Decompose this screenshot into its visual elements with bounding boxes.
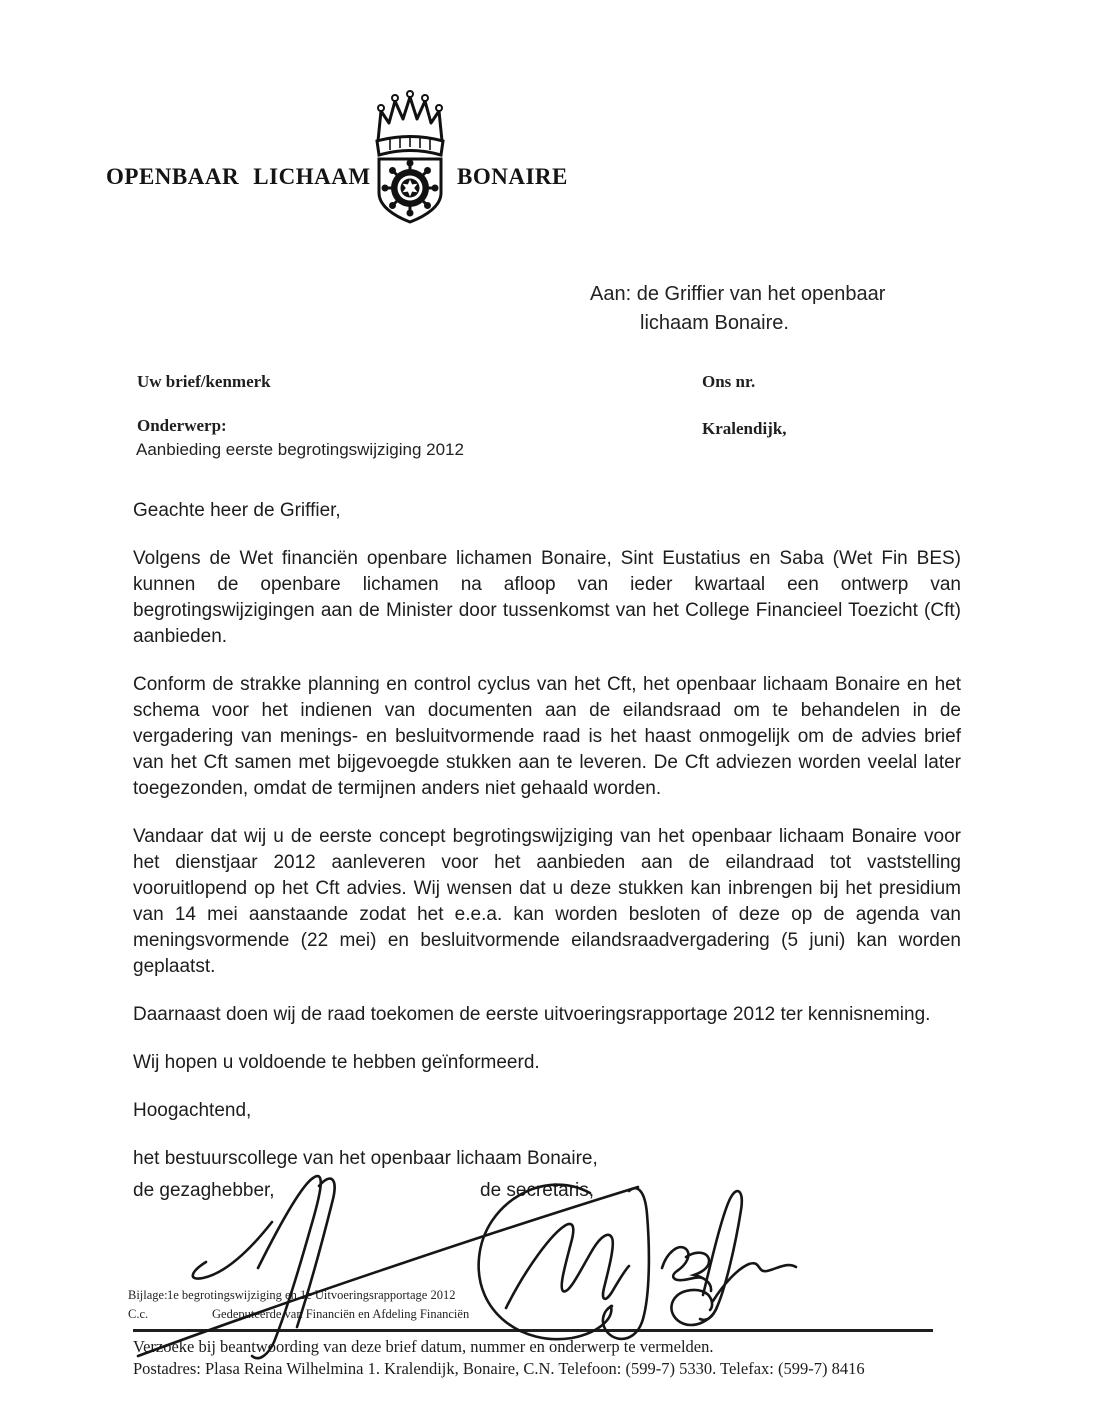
attachments-block [128,1286,469,1324]
attachment-label: Bijlage: [128,1288,168,1302]
your-reference-label: Uw brief/kenmerk [137,372,271,391]
recipient-line2: lichaam Bonaire. [640,312,789,334]
cc-label: C.c. [128,1307,149,1321]
salutation: Geachte heer de Griffier, [133,500,341,521]
paragraph-1: Volgens de Wet financiën openbare lichamen Bonaire, Sint Eustatius en Saba (Wet Fin BES) kunnen de openbare lichamen na afloop van ieder kwartaal een ontwerp van begrotingswijzigingen aan de Minister door tussenkomst van het College Financieel Toezicht (Cft) aanbieden. [133,548,961,647]
our-reference-label: Ons nr. [702,372,756,391]
signatory-organisation: het bestuurscollege van het openbaar lichaam Bonaire, [133,1148,598,1169]
footer-divider [133,1329,933,1332]
attachment-value: 1e begrotingswijziging en 1e Uitvoeringsrapportage 2012 [167,1288,456,1302]
cc-row [128,1305,469,1324]
letter-body [133,498,961,1204]
cc-value: Gedeputeerde van Financiën en Afdeling Financiën [212,1307,470,1321]
paragraph-3: Vandaar dat wij u de eerste concept begrotingswijziging van het openbaar lichaam Bonaire voor het dienstjaar 2012 aanleveren voor het aanbieden aan de eilandraad tot vaststelling vooruitlopend op het Cft advies. Wij wensen dat u deze stukken kan inbrengen bij het presidium van 14 mei aanstaande zodat het e.e.a. kan worden besloten of deze op de agenda van meningsvormende (22 mei) en besluitvormende eilandsraadvergadering (5 juni) kan worden geplaatst. [133,826,961,977]
paragraph-2: Conform de strakke planning en control cyclus van het Cft, het openbaar lichaam Bonaire en het schema voor het indienen van documenten aan de eilandsraad om te behandelen in de vergadering van menings- en besluitvormende raad is het haast onmogelijk om de advies brief van het Cft samen met bijgevoegde stukken aan te leveren. De Cft adviezen worden veelal later toegezonden, omdat de termijnen anders niet gehaald worden. [133,674,961,799]
bonaire-crest-icon [368,88,452,225]
footer-note: Verzoeke bij beantwoording van deze brief datum, nummer en onderwerp te vermelden. [133,1337,714,1356]
attachment-row [128,1286,469,1305]
recipient-line1: Aan: de Griffier van het openbaar [590,283,886,305]
signature-secretaris [479,1185,796,1340]
closing-phrase: Wij hopen u voldoende te hebben geïnformeerd. [133,1052,540,1073]
signatory-row [133,1178,961,1204]
letterhead-left-text: OPENBAAR LICHAAM [106,164,371,189]
subject-label: Onderwerp: [137,416,227,435]
paragraph-4: Daarnaast doen wij de raad toekomen de eerste uitvoeringsrapportage 2012 ter kennisneming. [133,1004,931,1025]
subject-value: Aanbieding eerste begrotingswijziging 2012 [136,440,464,459]
signatory-right-title: de secretaris, [480,1180,595,1201]
letterhead-right-text: BONAIRE [457,164,568,189]
recipient-address [590,280,885,338]
valediction: Hoogachtend, [133,1100,252,1121]
place-date-label: Kralendijk, [702,419,787,438]
footer-address: Postadres: Plasa Reina Wilhelmina 1. Kralendijk, Bonaire, C.N. Telefoon: (599-7) 5330. Telefax: (599-7) 8416 [133,1359,865,1378]
signatory-left-title: de gezaghebber, [133,1180,275,1201]
